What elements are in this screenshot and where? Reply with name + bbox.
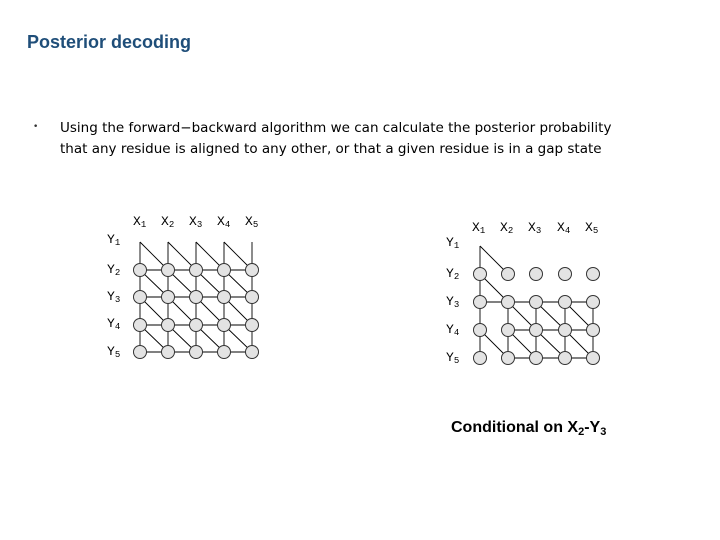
left-node (246, 264, 259, 277)
left-y-label-4: $Y_4$ (107, 316, 121, 332)
left-node (218, 319, 231, 332)
right-x-label-1: $X_1$ (472, 220, 486, 236)
right-y-label-3: $Y_3$ (446, 294, 460, 310)
right-node (530, 296, 543, 309)
left-y-label-1: $Y_1$ (107, 232, 121, 248)
right-node (559, 352, 572, 365)
right-x-label-5: $X_5$ (585, 220, 599, 236)
left-node (246, 346, 259, 359)
right-node (587, 324, 600, 337)
left-x-label-5: $X_5$ (245, 214, 259, 230)
right-node (474, 268, 487, 281)
left-node (218, 264, 231, 277)
left-node (246, 319, 259, 332)
left-node (218, 346, 231, 359)
left-node (190, 264, 203, 277)
left-node (190, 291, 203, 304)
right-y-label-1: $Y_1$ (446, 235, 460, 251)
right-node (502, 296, 515, 309)
right-y-label-2: $Y_2$ (446, 266, 460, 282)
right-node (559, 324, 572, 337)
left-y-label-3: $Y_3$ (107, 289, 121, 305)
right-node (474, 296, 487, 309)
left-x-label-4: $X_4$ (217, 214, 231, 230)
right-node (587, 296, 600, 309)
left-node (190, 319, 203, 332)
bullet-line-1: Using the forward−backward algorithm we can calculate the posterior probability (60, 120, 612, 136)
right-node (474, 324, 487, 337)
conditional-caption: Conditional on $X_2-Y_3$ (451, 419, 607, 438)
right-node (559, 268, 572, 281)
right-node (530, 324, 543, 337)
left-node (162, 346, 175, 359)
right-node (587, 268, 600, 281)
left-x-label-1: $X_1$ (133, 214, 147, 230)
right-x-label-3: $X_3$ (528, 220, 542, 236)
left-x-label-3: $X_3$ (189, 214, 203, 230)
left-node (162, 319, 175, 332)
bullet-line-2: that any residue is aligned to any other, or that a given residue is in a gap state (60, 141, 602, 157)
left-node (134, 319, 147, 332)
left-node (162, 264, 175, 277)
right-node (530, 352, 543, 365)
left-node (134, 291, 147, 304)
left-node (134, 264, 147, 277)
right-node (530, 268, 543, 281)
left-node (134, 346, 147, 359)
left-node (162, 291, 175, 304)
left-x-label-2: $X_2$ (161, 214, 175, 230)
left-node (190, 346, 203, 359)
right-node (502, 324, 515, 337)
right-node (502, 352, 515, 365)
right-node (502, 268, 515, 281)
left-node (218, 291, 231, 304)
bullet-marker: • (33, 122, 39, 132)
right-x-label-4: $X_4$ (557, 220, 571, 236)
right-y-label-5: $Y_5$ (446, 350, 460, 366)
right-y-label-4: $Y_4$ (446, 322, 460, 338)
left-y-label-5: $Y_5$ (107, 344, 121, 360)
right-node (559, 296, 572, 309)
right-node (587, 352, 600, 365)
left-node (246, 291, 259, 304)
left-y-label-2: $Y_2$ (107, 262, 121, 278)
right-x-label-2: $X_2$ (500, 220, 514, 236)
right-node (474, 352, 487, 365)
slide-title: Posterior decoding (27, 32, 192, 52)
